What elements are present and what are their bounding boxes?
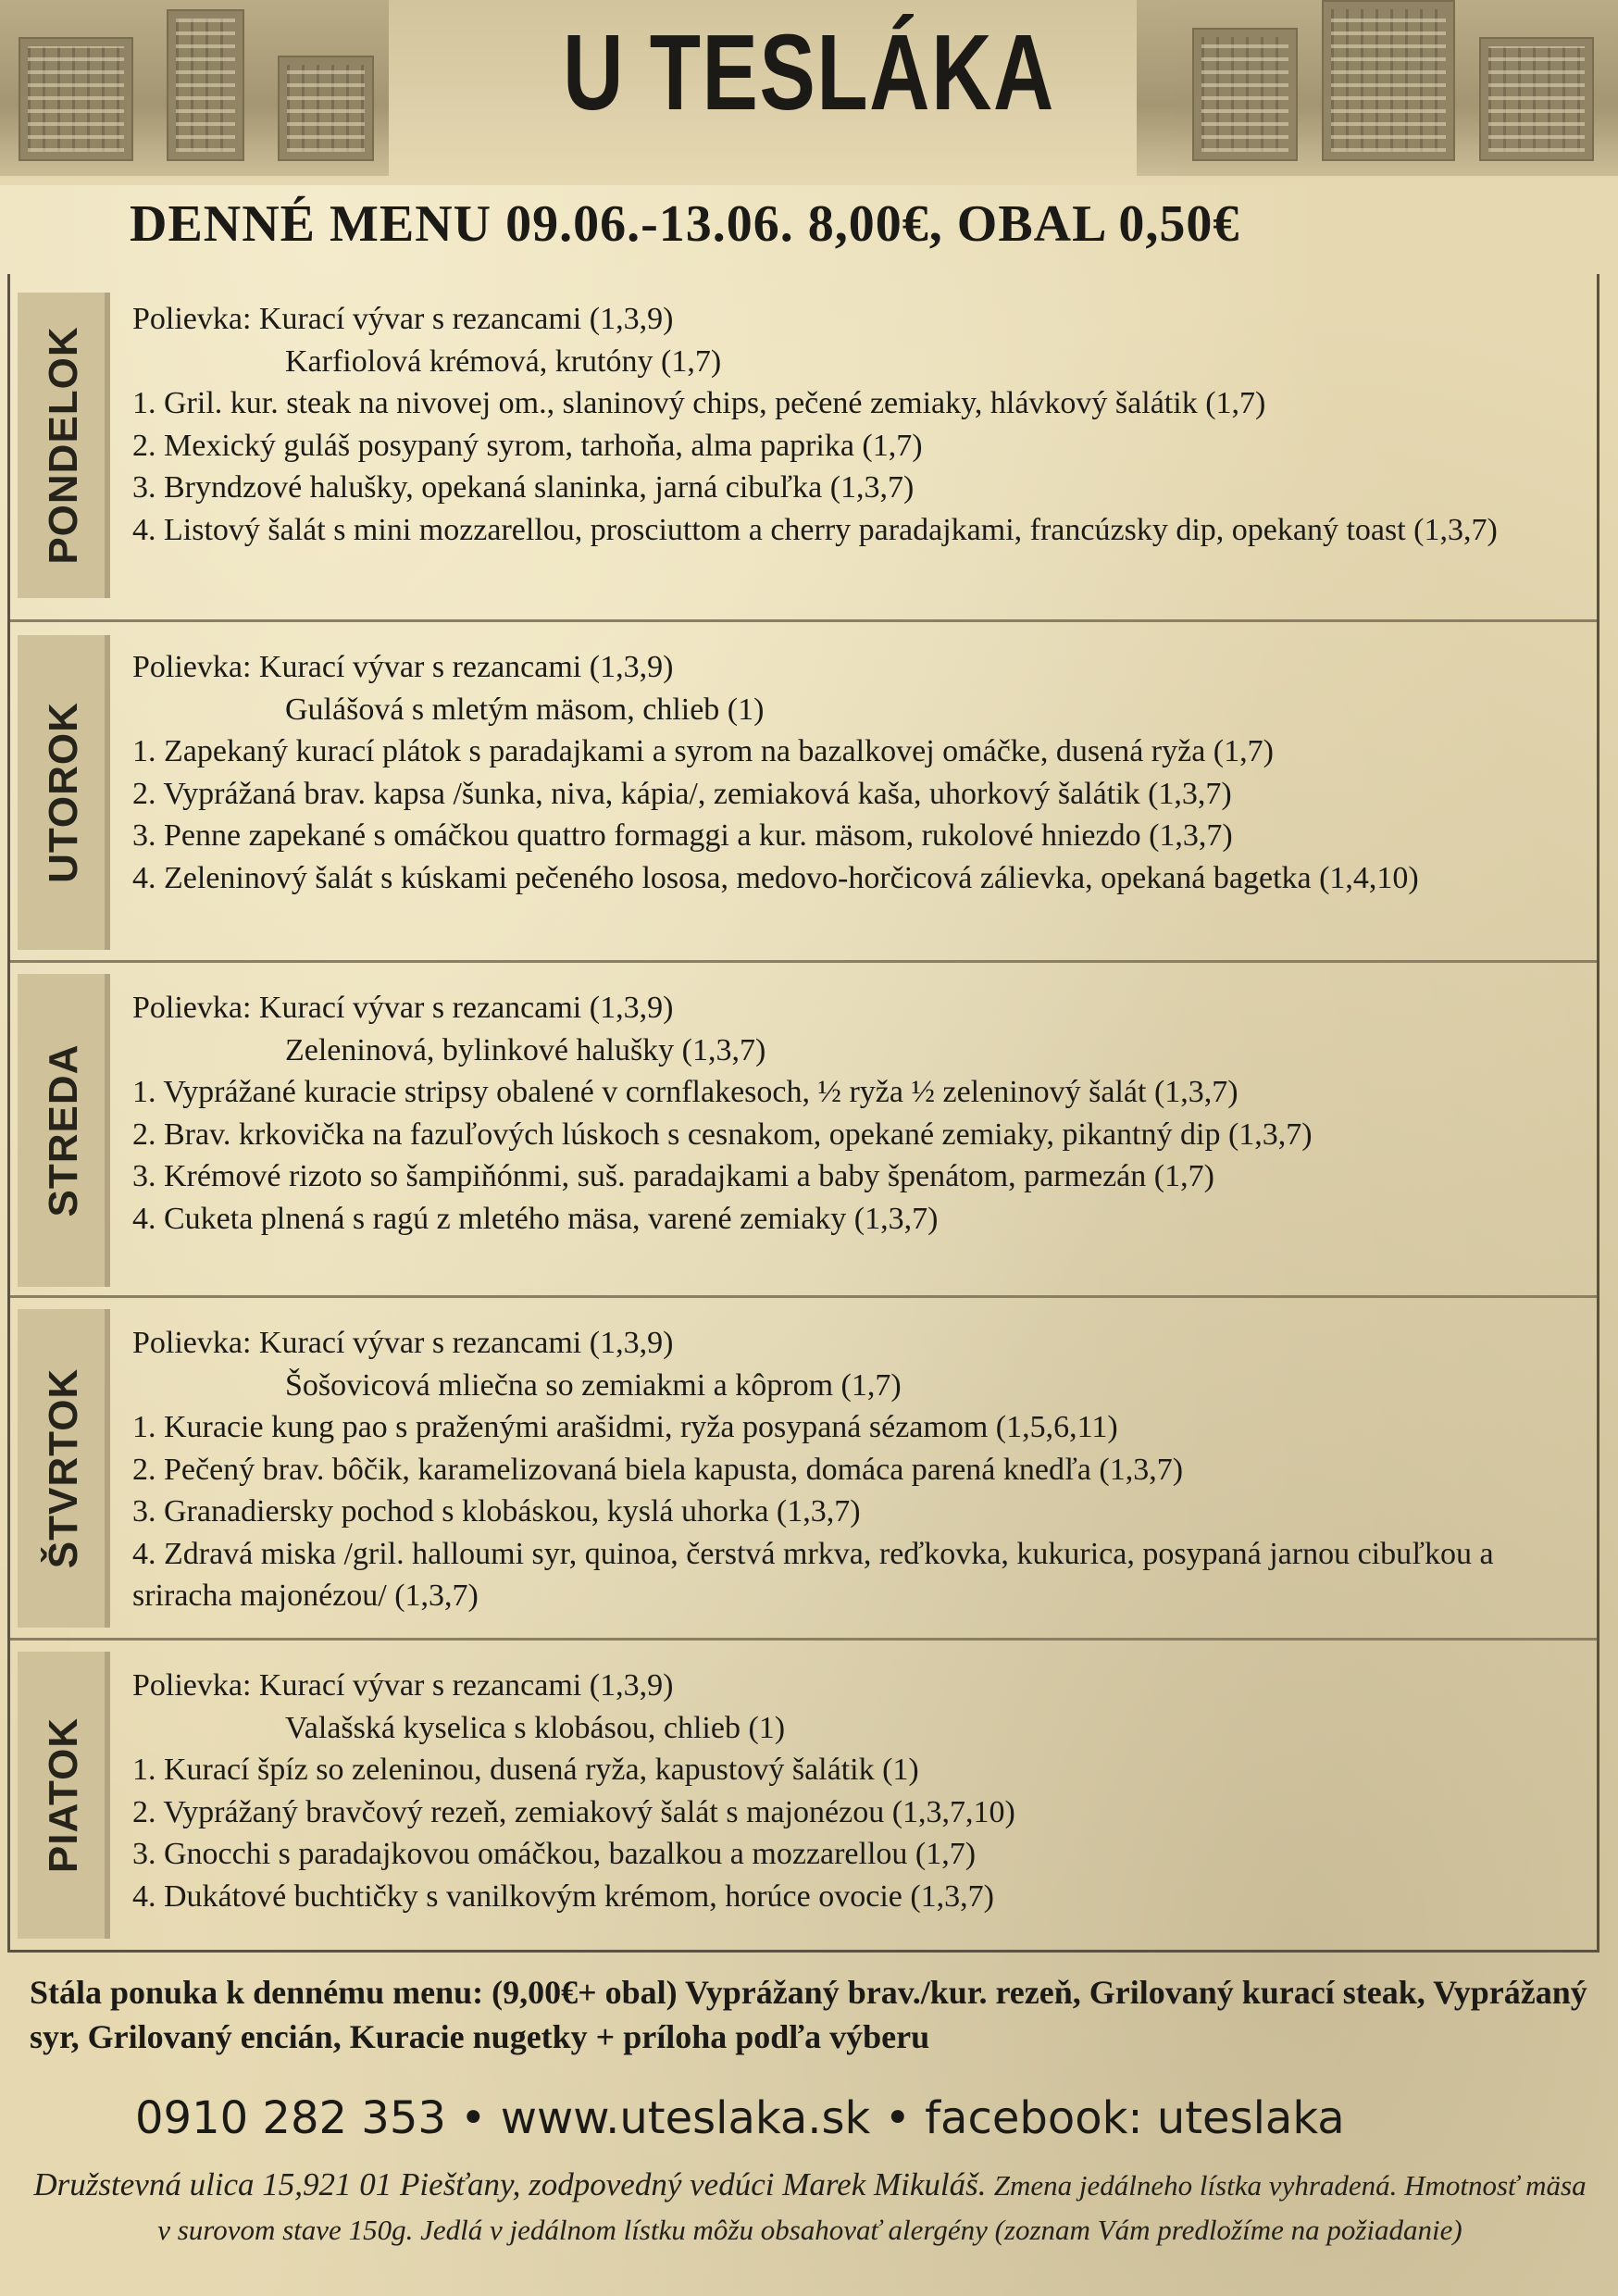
day-section-wednesday — [10, 963, 1597, 1298]
soup-line: Polievka: Kurací vývar s rezancami (1,3,9) — [132, 302, 674, 336]
menu-item: 4. Zdravá miska /gril. halloumi syr, quinoa, čerstvá mrkva, reďkovka, kukurica, posypaná jarnou cibuľkou a sriracha majonézou/ (1,3,7) — [132, 1536, 1494, 1613]
standing-offer: Stála ponuka k dennému menu: (9,00€+ obal) Vyprážaný brav./kur. rezeň, Grilovaný kurací steak, Vyprážaný syr, Grilovaný encián, Kuracie nugetky + príloha podľa výberu — [30, 1974, 1587, 2055]
day-section-friday — [10, 1641, 1597, 1950]
soup-alternative: Karfiolová krémová, krutóny (1,7) — [285, 343, 722, 379]
day-section-monday — [10, 274, 1597, 622]
contact-line: 0910 282 353 • www.uteslaka.sk • facebook: uteslaka — [135, 2092, 1345, 2144]
menu-item: 1. Zapekaný kurací plátok s paradajkami a syrom na bazalkovej omáčke, dusená ryža (1,7) — [132, 734, 1274, 768]
menu-item: 4. Cuketa plnená s ragú z mletého mäsa, varené zemiaky (1,3,7) — [132, 1201, 939, 1236]
day-tab — [18, 1652, 110, 1939]
menu-item: 3. Krémové rizoto so šampiňónmi, suš. paradajkami a baby špenátom, parmezán (1,7) — [132, 1159, 1214, 1193]
building-illustration — [19, 37, 133, 161]
menu-item: 1. Gril. kur. steak na nivovej om., slaninový chips, pečené zemiaky, hlávkový šalátik (1,7) — [132, 386, 1266, 420]
footer-rule — [7, 1950, 1599, 1953]
building-illustration — [1479, 37, 1594, 161]
address-main: Družstevná ulica 15,921 01 Piešťany, zodpovedný vedúci Marek Mikuláš. — [33, 2166, 987, 2202]
menu-item: 2. Pečený brav. bôčik, karamelizovaná biela kapusta, domáca parená knedľa (1,3,7) — [132, 1452, 1184, 1487]
day-name: PONDELOK — [41, 326, 86, 565]
menu-item: 1. Vyprážané kuracie stripsy obalené v cornflakesoch, ½ ryža ½ zeleninový šalát (1,3,7) — [132, 1075, 1238, 1109]
address-note: Zmena jedálneho lístka vyhradená. Hmotnosť mäsa v surovom stave 150g. Jedlá v jedálnom lístku môžu obsahovať alergény (zoznam Vám predložíme na požiadanie) — [157, 2169, 1587, 2246]
menu-frame — [7, 274, 1599, 1950]
day-name: ŠTVRTOK — [41, 1367, 86, 1569]
menu-item: 2. Vyprážaný bravčový rezeň, zemiakový šalát s majonézou (1,3,7,10) — [132, 1794, 1015, 1829]
soup-alternative: Valašská kyselica s klobásou, chlieb (1) — [285, 1710, 786, 1745]
soup-alternative: Zeleninová, bylinkové halušky (1,3,7) — [285, 1032, 766, 1067]
day-menu-lines — [132, 987, 1578, 1240]
soup-line: Polievka: Kurací vývar s rezancami (1,3,9) — [132, 650, 674, 684]
soup-line: Polievka: Kurací vývar s rezancami (1,3,9) — [132, 1668, 674, 1703]
menu-item: 4. Zeleninový šalát s kúskami pečeného lososa, medovo-horčicová zálievka, opekaná bagetka (1,4,10) — [132, 860, 1419, 895]
menu-item: 1. Kurací špíz so zeleninou, dusená ryža, kapustový šalátik (1) — [132, 1753, 919, 1787]
menu-item: 1. Kuracie kung pao s praženými arašidmi, ryža posypaná sézamom (1,5,6,11) — [132, 1410, 1118, 1444]
day-menu-lines — [132, 646, 1578, 899]
address-block — [28, 2163, 1592, 2252]
restaurant-logo-text: U TESLÁKA — [563, 12, 1055, 132]
menu-item: 2. Brav. krkovička na fazuľových lúskoch s cesnakom, opekané zemiaky, pikantný dip (1,3,7) — [132, 1117, 1313, 1152]
day-name: PIATOK — [41, 1716, 86, 1874]
day-section-thursday — [10, 1298, 1597, 1641]
soup-alternative: Šošovicová mliečna so zemiakmi a kôprom (1,7) — [285, 1367, 902, 1403]
day-menu-lines — [132, 1322, 1578, 1617]
day-menu-lines — [132, 1665, 1578, 1917]
day-tab — [18, 1309, 110, 1628]
menu-item: 2. Mexický guláš posypaný syrom, tarhoňa, alma paprika (1,7) — [132, 428, 923, 463]
menu-title: DENNÉ MENU 09.06.-13.06. 8,00€, OBAL 0,50€ — [130, 195, 1240, 253]
menu-item: 3. Granadiersky pochod s klobáskou, kyslá uhorka (1,3,7) — [132, 1494, 861, 1529]
menu-item: 3. Bryndzové halušky, opekaná slaninka, jarná cibuľka (1,3,7) — [132, 470, 915, 505]
day-name: STREDA — [41, 1043, 86, 1217]
day-name: UTOROK — [41, 702, 86, 883]
menu-item: 3. Penne zapekané s omáčkou quattro formaggi a kur. mäsom, rukolové hniezdo (1,3,7) — [132, 818, 1233, 853]
day-tab — [18, 974, 110, 1287]
day-menu-lines — [132, 298, 1578, 551]
soup-alternative: Gulášová s mletým mäsom, chlieb (1) — [285, 692, 765, 727]
menu-item: 3. Gnocchi s paradajkovou omáčkou, bazalkou a mozzarellou (1,7) — [132, 1837, 977, 1871]
footer — [0, 1950, 1618, 2296]
day-section-tuesday — [10, 622, 1597, 963]
day-tab — [18, 293, 110, 598]
menu-item: 4. Dukátové buchtičky s vanilkovým krémom, horúce ovocie (1,3,7) — [132, 1878, 994, 1914]
day-tab — [18, 635, 110, 950]
menu-item: 2. Vyprážaná brav. kapsa /šunka, niva, kápia/, zemiaková kaša, uhorkový šalátik (1,3,7) — [132, 776, 1232, 811]
soup-line: Polievka: Kurací vývar s rezancami (1,3,9) — [132, 991, 674, 1025]
menu-item: 4. Listový šalát s mini mozzarellou, prosciuttom a cherry paradajkami, francúzsky dip, opekaný toast (1,3,7) — [132, 512, 1498, 547]
soup-line: Polievka: Kurací vývar s rezancami (1,3,9) — [132, 1326, 674, 1360]
